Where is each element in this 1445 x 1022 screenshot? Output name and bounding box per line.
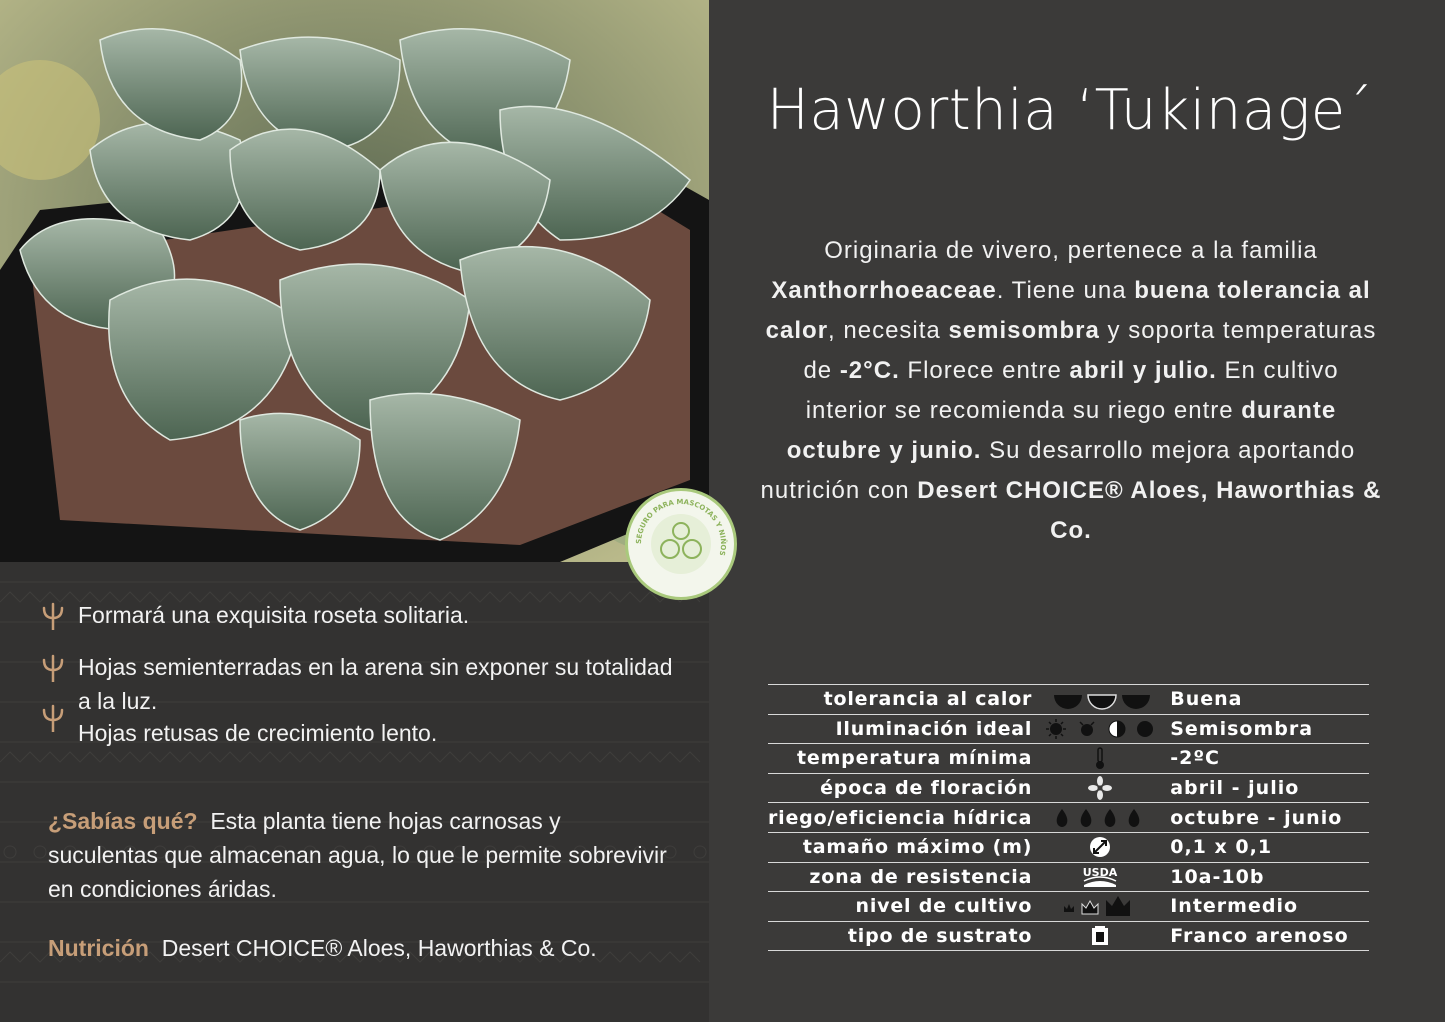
spec-value: abril - julio [1170, 777, 1300, 800]
thermometer-icon [1040, 744, 1160, 774]
spec-label: nivel de cultivo [855, 895, 1033, 918]
spec-row [768, 714, 1369, 744]
usda-icon-text: USDA [1082, 865, 1118, 879]
desc-segment: y soporta temperaturas de [803, 317, 1377, 384]
spec-label: tamaño máximo (m) [802, 836, 1033, 859]
feature-bullet-text: Formará una exquisita roseta solitaria. [78, 602, 470, 628]
desc-segment: . Tiene una [996, 277, 1135, 304]
heat-tolerance-icon [1040, 685, 1160, 715]
specs-table [768, 684, 1369, 951]
desc-segment-bold: Desert CHOICE® Aloes, Haworthias & Co. [917, 477, 1382, 544]
spec-row [768, 921, 1369, 951]
plant-photo [0, 0, 709, 562]
cactus-icon [40, 704, 66, 732]
did-you-know-text: Esta planta tiene hojas carnosas y suculentas que almacenan agua, lo que le permite sobrevivir en condiciones áridas. [48, 808, 667, 902]
crowns-icon [1040, 892, 1160, 922]
spec-row [768, 773, 1369, 803]
substrate-icon [1040, 921, 1160, 951]
badge-text: SEGURO PARA MASCOTAS Y NIÑOS [634, 497, 728, 557]
did-you-know [48, 804, 668, 906]
flower-icon [1040, 773, 1160, 803]
spec-label: tipo de sustrato [847, 925, 1033, 948]
spec-label: temperatura mínima [797, 747, 1033, 770]
spec-row [768, 685, 1369, 715]
spec-row [768, 862, 1369, 892]
spec-value: 10a-10b [1170, 865, 1265, 888]
spec-value: Franco arenoso [1170, 925, 1349, 948]
spec-label: Iluminación ideal [835, 717, 1033, 740]
desc-segment-bold: buena tolerancia al calor [765, 277, 1371, 344]
spec-label: época de floración [820, 777, 1033, 800]
cactus-icon [40, 602, 66, 630]
desc-segment-bold: -2°C. [839, 357, 900, 384]
spec-value: 0,1 x 0,1 [1170, 836, 1273, 859]
desc-segment-bold: durante octubre y junio. [786, 397, 1337, 464]
spec-label: tolerancia al calor [823, 688, 1033, 711]
usda-icon [1040, 862, 1160, 892]
desc-segment: Su desarrollo mejora aportando nutrición con [760, 437, 1356, 504]
spec-value: octubre - junio [1170, 806, 1343, 829]
nutrition-text: Desert CHOICE® Aloes, Haworthias & Co. [161, 935, 597, 961]
nutrition [48, 931, 698, 965]
desc-segment: En cultivo interior se recomienda su riego entre [805, 357, 1339, 424]
light-level-icon [1040, 714, 1160, 744]
spec-label: zona de resistencia [809, 865, 1033, 888]
spec-value: -2ºC [1170, 747, 1220, 770]
nutrition-label: Nutrición [48, 935, 149, 961]
desc-segment-bold: abril y julio. [1069, 357, 1217, 384]
desc-segment: , necesita [828, 317, 949, 344]
size-icon [1040, 832, 1160, 862]
spec-value: Buena [1170, 688, 1243, 711]
plant-title: Haworthia ‘Tukinage´ [766, 78, 1374, 143]
did-you-know-label: ¿Sabías qué? [48, 808, 198, 834]
spec-label: riego/eficiencia hídrica [768, 806, 1033, 829]
desc-segment-bold: Xanthorrhoeaceae [771, 277, 997, 304]
spec-value: Semisombra [1170, 717, 1314, 740]
desc-segment-bold: semisombra [948, 317, 1100, 344]
spec-row [768, 892, 1369, 922]
spec-row [768, 803, 1369, 833]
cactus-icon [40, 654, 66, 682]
pet-safe-badge [625, 488, 737, 600]
plant-description [760, 231, 1382, 551]
feature-bullet-text: Hojas retusas de crecimiento lento. [78, 720, 438, 746]
feature-bullet-text: Hojas semienterradas en la arena sin exponer su totalidad a la luz. [78, 654, 673, 714]
spec-value: Intermedio [1170, 895, 1299, 918]
spec-row [768, 744, 1369, 774]
spec-row [768, 832, 1369, 862]
water-drops-icon [1040, 803, 1160, 833]
desc-segment: Originaria de vivero, pertenece a la familia [824, 237, 1318, 264]
desc-segment: Florece entre [899, 357, 1070, 384]
